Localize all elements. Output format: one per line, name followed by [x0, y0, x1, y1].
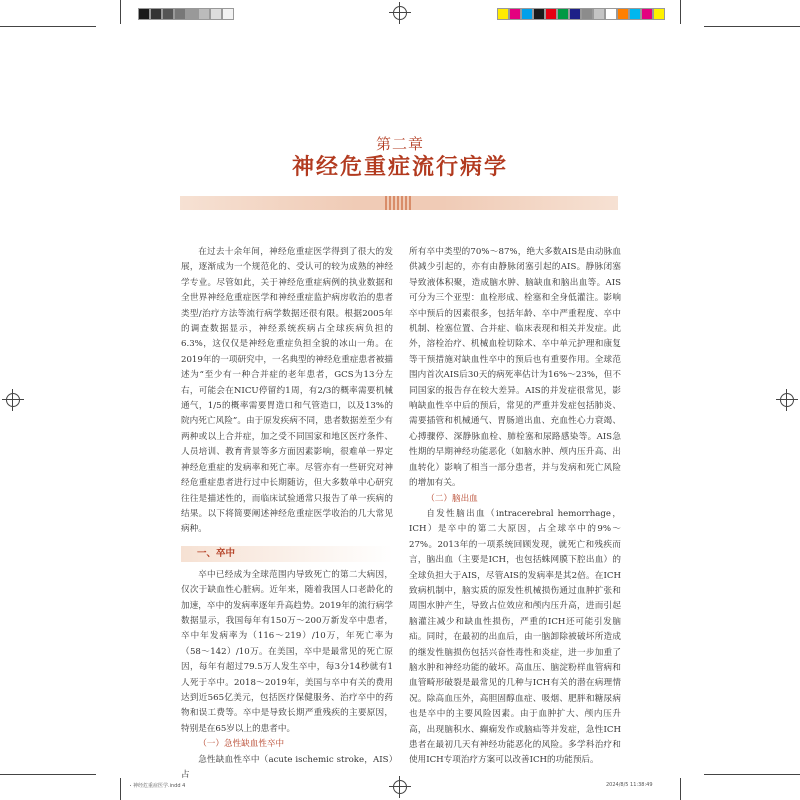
crop-mark [680, 0, 681, 24]
chapter-title: 神经危重症流行病学 [291, 155, 508, 180]
section-heading-stroke: 一、卒中 [181, 546, 393, 562]
crop-mark [0, 774, 96, 775]
color-swatch [198, 8, 210, 20]
left-column [181, 245, 393, 783]
color-swatch [533, 8, 545, 20]
color-bar-process [497, 8, 665, 20]
color-swatch [186, 8, 198, 20]
color-swatch [174, 8, 186, 20]
subsection-heading-ais: （一）急性缺血性卒中 [198, 739, 285, 750]
color-swatch [641, 8, 653, 20]
color-swatch [593, 8, 605, 20]
color-bar-grayscale [138, 8, 234, 20]
title-decorative-band [180, 196, 618, 210]
color-swatch [581, 8, 593, 20]
color-swatch [138, 8, 150, 20]
color-swatch [210, 8, 222, 20]
color-swatch [545, 8, 557, 20]
color-swatch [617, 8, 629, 20]
color-swatch [497, 8, 509, 20]
registration-mark-icon [776, 389, 798, 411]
color-swatch [569, 8, 581, 20]
color-swatch [509, 8, 521, 20]
crop-mark [0, 26, 96, 27]
crop-mark [120, 0, 121, 24]
color-swatch [629, 8, 641, 20]
color-swatch [557, 8, 569, 20]
color-swatch [150, 8, 162, 20]
stroke-paragraph: 卒中已经成为全球范围内导致死亡的第二大病因，仅次于缺血性心脏病。近年来，随着我国人口老龄化的加速，卒中的发病率逐年升高趋势。2019年的流行病学数据显示，我国每年有150万～200万新发卒中患者，卒中年发病率为（116～219）/10万，年死亡率为（58～142）/10万。在美国，卒中是最常见的死亡原因，每年有超过79.5万人发生卒中，每3分14秒就有1人死于卒中。2018～2019年，美国与卒中有关的费用达到近565亿美元，包括医疗保健服务、治疗卒中的药物和误工费等。卒中是导致长期严重残疾的主要原因，特别是在65岁以上的患者中。 [181, 569, 393, 734]
subsection-heading-ich: （二）脑出血 [426, 493, 478, 504]
ais-paragraph-cont: 所有卒中类型的70%～87%，绝大多数AIS是由动脉血供减少引起的，亦有由静脉闭塞引起的AIS。静脉闭塞导致液体积聚，造成脑水肿、脑缺血和脑出血等。AIS可分为三个亚型：血栓形成、栓塞和全身低灌注。影响卒中预后的因素很多，包括年龄、卒中严重程度、卒中机制、栓塞位置、合并症、临床表现和相关并发症。此外，溶栓治疗、机械血栓切除术、卒中单元护理和康复等干预措施对缺血性卒中的预后也有重要作用。全球范围内首次AIS后30天的病死率估计为16%～23%，但不同国家的报告存在较大差异。AIS的并发症很常见，影响缺血性卒中后的预后，常见的严重并发症包括肺炎、需要插管和机械通气、胃肠道出血、充血性心力衰竭、心搏骤停、深静脉血栓、肺栓塞和尿路感染等。AIS急性期的早期神经功能恶化（如脑水肿、颅内压升高、出血转化）影响了相当一部分患者，并与发病和死亡风险的增加有关。 [409, 247, 621, 489]
registration-mark-icon [2, 389, 24, 411]
color-swatch [222, 8, 234, 20]
color-swatch [653, 8, 665, 20]
color-swatch [521, 8, 533, 20]
crop-mark [680, 778, 681, 800]
footer-timestamp: 2024/8/5 11:38:49 [606, 782, 653, 788]
color-swatch [162, 8, 174, 20]
intro-paragraph: 在过去十余年间，神经危重症医学得到了很大的发展，逐渐成为一个规范化的、受认可的较为成熟的神经学专业。尽管如此，关于神经危重症病例的执业数据和全世界神经危重症医学和神经重症监护病房收治的患者类型/治疗方法等流行病学数据还很有限。根据2005年的调查数据显示，神经系统疾病占全球疾病负担的6.3%，这仅仅是神经危重症负担全貌的冰山一角。在2019年的一项研究中，一名典型的神经危重症患者被描述为“至少有一种合并症的老年患者，GCS为13分左右，可能会在NICU停留约1周，有2/3的概率需要机械通气，1/5的概率需要胃造口和气管造口，以及13%的院内死亡风险”。由于原发疾病不同，患者数据差至少有两种或以上合并症，加之受不同国家和地区医疗条件、人员培训、教育背景等多方面因素影响，很难单一界定神经危重症的发病率和死亡率。尽管亦有一些研究对神经危重症患者进行过中长期随访，但大多数单中心研究往往是描述性的，而临床试验通常只报告了单一疾病的结果。以下将简要阐述神经危重症医学收治的几大常见病种。 [181, 247, 393, 535]
footer-rule [130, 785, 131, 786]
crop-mark [704, 774, 800, 775]
ich-paragraph: 自发性脑出血（intracerebral hemorrhage，ICH）是卒中的第二大原因，占全球卒中的9%～27%。2013年的一项系统回顾发现，就死亡和残疾而言，脑出血（主要是ICH，也包括蛛网膜下腔出血）的全球负担大于AIS，尽管AIS的发病率是其2倍。在ICH致病机制中，脑实质的原发性机械损伤通过血肿扩张和周围水肿产生，导致占位效应和颅内压升高，进而引起脑灌注减少和缺血性损伤，严重的ICH还可能引发脑疝。同时，在最初的出血后，由一脑卸除被破坏所造成的继发性脑损伤包括兴奋性毒性和炎症，进一步加重了脑水肿和神经功能的破坏。高血压、脑淀粉样血管病和血管畸形破裂是最常见的几种与ICH有关的潜在病理情况。除高血压外，高胆固醇血症、吸烟、肥胖和糖尿病也是卒中的主要风险因素。由于血肿扩大、颅内压升高，出现脑积水、癫痫发作或脑疝等并发症，急性ICH患者在最初几天有神经功能恶化的风险。多学科治疗和使用ICH专项治疗方案可以改善ICH的功能预后。 [409, 508, 621, 766]
color-swatch [605, 8, 617, 20]
crop-mark [120, 778, 121, 800]
footer-file-name: 神经危重症医学.indd 4 [133, 783, 186, 789]
chapter-number: 第二章 [375, 135, 424, 153]
crop-mark [704, 26, 800, 27]
registration-mark-icon [389, 2, 411, 24]
ais-paragraph-start: 急性缺血性卒中（acute ischemic stroke，AIS）占 [181, 754, 393, 780]
right-column [409, 245, 621, 769]
